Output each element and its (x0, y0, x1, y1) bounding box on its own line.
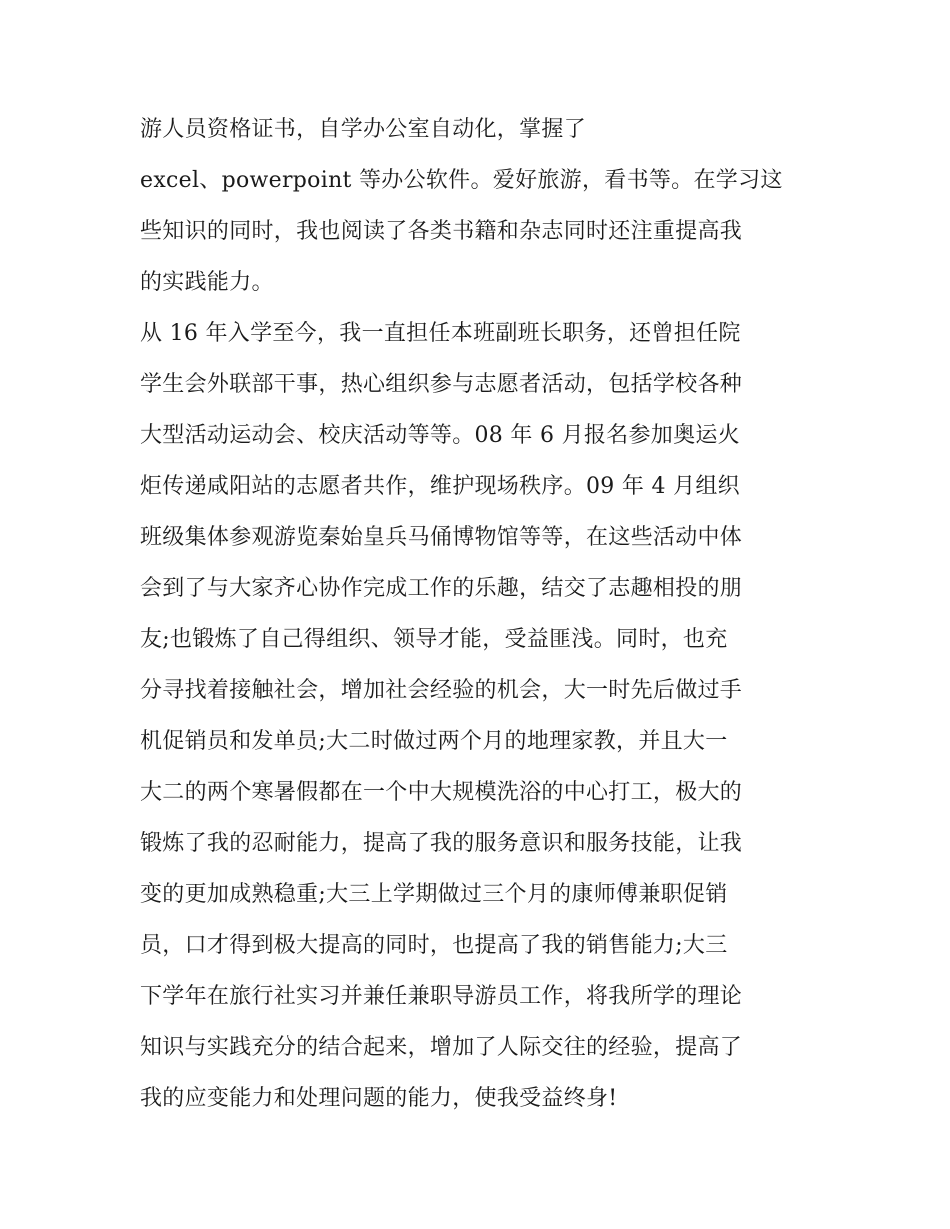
text-line: 大二的两个寒暑假都在一个中大规模洗浴的中心打工，极大的 (140, 780, 743, 805)
text-line: 机促销员和发单员;大二时做过两个月的地理家教，并且大一 (140, 729, 728, 754)
text-line: excel、powerpoint 等办公软件。爱好旅游，看书等。在学习这 (140, 168, 783, 193)
text-line: 炬传递咸阳站的志愿者共作，维护现场秩序。09 年 4 月组织 (140, 474, 740, 499)
text-line: 些知识的同时，我也阅读了各类书籍和杂志同时还注重提高我 (140, 219, 743, 244)
text-line: 我的应变能力和处理问题的能力，使我受益终身! (140, 1086, 618, 1111)
text-line: 大型活动运动会、校庆活动等等。08 年 6 月报名参加奥运火 (140, 423, 740, 448)
document-body (140, 104, 815, 1124)
text-line: 下学年在旅行社实习并兼任兼职导游员工作，将我所学的理论 (140, 984, 743, 1009)
text-line: 知识与实践充分的结合起来，增加了人际交往的经验，提高了 (140, 1035, 743, 1060)
text-line: 从 16 年入学至今，我一直担任本班副班长职务，还曾担任院 (140, 321, 741, 346)
text-line: 会到了与大家齐心协作完成工作的乐趣，结交了志趣相投的朋 (140, 576, 743, 601)
text-line: 学生会外联部干事，热心组织参与志愿者活动，包括学校各种 (140, 372, 743, 397)
text-line: 员，口才得到极大提高的同时，也提高了我的销售能力;大三 (140, 933, 728, 958)
text-line: 变的更加成熟稳重;大三上学期做过三个月的康师傅兼职促销 (140, 882, 728, 907)
text-line: 锻炼了我的忍耐能力，提高了我的服务意识和服务技能，让我 (140, 831, 743, 856)
text-line: 友;也锻炼了自己得组织、领导才能，受益匪浅。同时，也充 (140, 627, 728, 652)
text-line: 分寻找着接触社会，增加社会经验的机会，大一时先后做过手 (140, 678, 743, 703)
text-line: 游人员资格证书，自学办公室自动化，掌握了 (140, 117, 587, 142)
text-line: 班级集体参观游览秦始皇兵马俑博物馆等等，在这些活动中体 (140, 525, 743, 550)
text-line: 的实践能力。 (140, 270, 274, 295)
